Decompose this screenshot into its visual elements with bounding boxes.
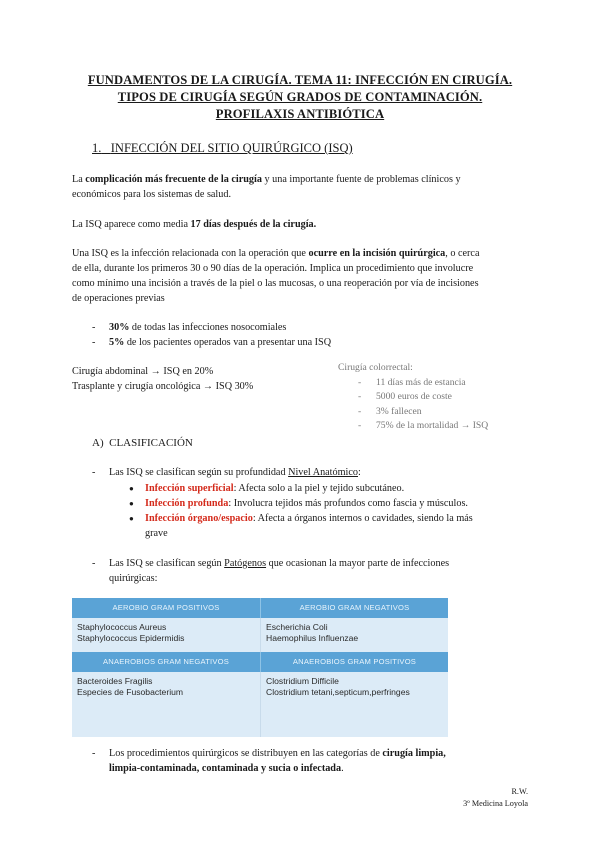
stat-value: 5% bbox=[109, 337, 125, 348]
procedures-pre: Los procedimientos quirúrgicos se distribuyen en las categorías de bbox=[109, 748, 383, 759]
table-header-row bbox=[72, 652, 448, 672]
dash-marker: - bbox=[358, 376, 362, 388]
para3-pre: Una ISQ es la infección relacionada con la operación que bbox=[72, 248, 309, 259]
para2-pre: La ISQ aparece como media bbox=[72, 219, 191, 230]
paragraph-onset bbox=[72, 217, 532, 232]
list-item bbox=[92, 335, 492, 350]
paragraph-complication bbox=[72, 172, 532, 202]
pathogen-name: Clostridium tetani,septicum,perfringes bbox=[266, 686, 410, 697]
procedures-post: . bbox=[341, 763, 344, 774]
dash-marker: - bbox=[358, 420, 362, 431]
header-aerobic-gram-negative: AEROBIO GRAM NEGATIVOS bbox=[260, 598, 448, 618]
classification-pathogens bbox=[92, 556, 512, 586]
stat-text: de los pacientes operados van a presentar una ISQ bbox=[124, 337, 332, 348]
infection-type-text: : Afecta solo a la piel y tejido subcutáneo. bbox=[233, 483, 405, 494]
table-cell bbox=[260, 672, 448, 737]
colorectal-item: 75% de la mortalidad → ISQ bbox=[376, 420, 489, 431]
procedures-paragraph bbox=[92, 746, 522, 776]
signature bbox=[463, 786, 528, 810]
list-item bbox=[92, 320, 492, 335]
bullet-marker: ● bbox=[129, 499, 134, 508]
para3-line4: de operaciones previas bbox=[72, 293, 165, 304]
infection-type-text: : Afecta a órganos internos o cavidades, siendo la más bbox=[252, 513, 473, 524]
bullet-marker: ● bbox=[129, 514, 134, 523]
document-title bbox=[60, 72, 540, 123]
stats-list bbox=[92, 320, 492, 350]
dash-marker: - bbox=[92, 337, 96, 348]
list-item bbox=[92, 465, 512, 480]
pathogen-table bbox=[72, 598, 448, 737]
list-item bbox=[358, 376, 488, 391]
dash-marker: - bbox=[358, 391, 362, 402]
list-item bbox=[92, 556, 512, 586]
header-aerobic-gram-positive: AEROBIO GRAM POSITIVOS bbox=[72, 598, 260, 618]
section-1-title: INFECCIÓN DEL SITIO QUIRÚRGICO (ISQ) bbox=[110, 141, 353, 155]
colorectal-box bbox=[338, 361, 488, 434]
title-line-1: FUNDAMENTOS DE LA CIRUGÍA. TEMA 11: INFECCIÓN EN CIRUGÍA. bbox=[87, 73, 513, 87]
list-item bbox=[92, 746, 522, 776]
dash-marker: - bbox=[92, 322, 96, 333]
stat-text: de todas las infecciones nosocomiales bbox=[129, 322, 287, 333]
section-1-number: 1. bbox=[92, 141, 102, 155]
list-item bbox=[129, 511, 512, 541]
classif2-post: que ocasionan la mayor parte de infecciones bbox=[266, 558, 450, 569]
dash-marker: - bbox=[92, 558, 96, 569]
table-cell bbox=[72, 618, 260, 652]
section-a-letter: A) bbox=[92, 437, 104, 449]
classif1-underlined: Nivel Anatómico bbox=[288, 467, 358, 478]
title-line-3: PROFILAXIS ANTIBIÓTICA bbox=[215, 107, 385, 121]
header-anaerobic-gram-negative: ANAEROBIOS GRAM NEGATIVOS bbox=[72, 652, 260, 672]
list-item bbox=[129, 496, 512, 511]
section-a-title: CLASIFICACIÓN bbox=[109, 437, 193, 449]
surgery-risk-list bbox=[72, 364, 253, 394]
infection-type-text: : Involucra tejidos más profundos como fascia y músculos. bbox=[228, 498, 468, 509]
section-a-heading bbox=[92, 437, 193, 449]
infection-type-label: Infección profunda bbox=[145, 498, 229, 509]
infection-type-label: Infección órgano/espacio bbox=[145, 513, 253, 524]
pathogen-name: Escherichia Coli bbox=[266, 622, 328, 632]
classif2-pre: Las ISQ se clasifican según bbox=[109, 558, 225, 569]
classification-anatomic bbox=[92, 465, 512, 541]
pathogen-name: Especies de Fusobacterium bbox=[77, 686, 184, 697]
table-cell bbox=[72, 672, 260, 737]
classif1-post: : bbox=[357, 467, 361, 478]
signature-initials: R.W. bbox=[511, 787, 528, 796]
table-cell bbox=[260, 618, 448, 652]
para3-line2: de ella, durante los primeros 30 o 90 días de la operación. Implica un procedimiento que involucre bbox=[72, 263, 474, 274]
para1-post: y una importante fuente de problemas clínicos y bbox=[261, 174, 461, 185]
classif2-underlined: Patógenos bbox=[224, 558, 267, 569]
pathogen-name: Staphylococcus Epidermidis bbox=[77, 632, 185, 643]
pathogen-name: Haemophilus Influenzae bbox=[266, 632, 359, 643]
para1-line2: económicos para los sistemas de salud. bbox=[72, 189, 232, 200]
classif2-line2: quirúrgicas: bbox=[109, 573, 158, 584]
title-line-2: TIPOS DE CIRUGÍA SEGÚN GRADOS DE CONTAMINACIÓN. bbox=[117, 90, 483, 104]
bullet-marker: ● bbox=[129, 484, 134, 493]
abdominal-risk: Cirugía abdominal → ISQ en 20% bbox=[72, 366, 214, 377]
para3-bold: ocurre en la incisión quirúrgica bbox=[308, 248, 446, 259]
dash-marker: - bbox=[358, 405, 362, 417]
transplant-risk: Trasplante y cirugía oncológica → ISQ 30% bbox=[72, 381, 254, 392]
dash-marker: - bbox=[92, 748, 96, 759]
list-item bbox=[358, 390, 488, 405]
paragraph-definition bbox=[72, 246, 532, 306]
colorectal-item: 5000 euros de coste bbox=[376, 391, 452, 402]
table-header-row bbox=[72, 598, 448, 618]
colorectal-item: 11 días más de estancia bbox=[376, 376, 466, 388]
procedures-bold-2: limpia-contaminada, contaminada y sucia o infectada bbox=[109, 763, 342, 774]
header-anaerobic-gram-positive: ANAEROBIOS GRAM POSITIVOS bbox=[260, 652, 448, 672]
procedures-bold-1: cirugía limpia, bbox=[382, 748, 446, 759]
list-item bbox=[358, 419, 488, 434]
list-item bbox=[129, 481, 512, 496]
classif1-pre: Las ISQ se clasifican según su profundidad bbox=[109, 467, 289, 478]
para2-bold: 17 días después de la cirugía. bbox=[190, 219, 317, 230]
pathogen-name: Staphylococcus Aureus bbox=[77, 622, 167, 632]
table-row bbox=[72, 618, 448, 652]
para3-line3: como mínimo una incisión a través de la piel o las mucosas, o una reoperación por vía de incisiones bbox=[72, 278, 479, 289]
infection-type-label: Infección superficial bbox=[145, 483, 234, 494]
colorectal-title: Cirugía colorrectal: bbox=[338, 362, 413, 373]
dash-marker: - bbox=[92, 467, 96, 478]
pathogen-name: Clostridium Difficile bbox=[266, 676, 339, 686]
para1-bold: complicación más frecuente de la cirugía bbox=[85, 174, 262, 185]
infection-type-text-cont: grave bbox=[145, 528, 168, 539]
colorectal-item: 3% fallecen bbox=[376, 405, 422, 417]
para1-pre: La bbox=[72, 174, 86, 185]
signature-course: 3º Medicina Loyola bbox=[463, 799, 528, 808]
stat-value: 30% bbox=[109, 322, 130, 333]
list-item bbox=[358, 405, 488, 420]
pathogen-name: Bacteroides Fragilis bbox=[77, 676, 153, 686]
table-row bbox=[72, 672, 448, 737]
para3-post: , o cerca bbox=[445, 248, 480, 259]
section-1-heading bbox=[92, 141, 353, 156]
